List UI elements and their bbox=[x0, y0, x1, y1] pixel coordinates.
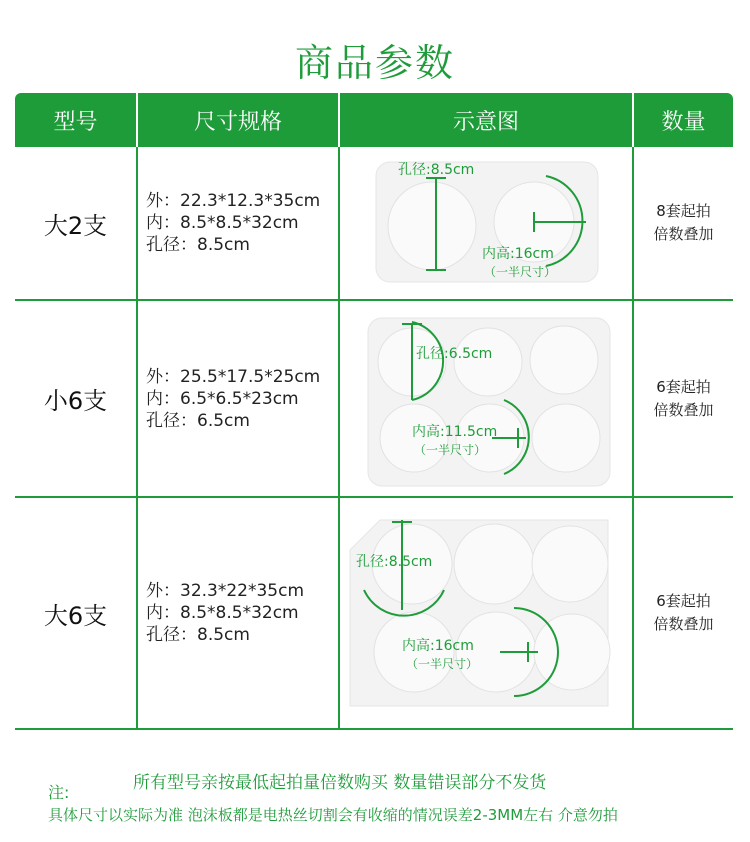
model-cell: 大6支 bbox=[15, 498, 138, 728]
note-line-1: 所有型号亲按最低起拍量倍数购买 数量错误部分不发货 bbox=[133, 773, 547, 793]
hole-size: 孔径：8.5cm bbox=[146, 235, 250, 255]
header-size: 尺寸规格 bbox=[138, 93, 340, 147]
diagram-half-label: （一半尺寸） bbox=[484, 265, 557, 279]
model-cell: 大2支 bbox=[15, 147, 138, 299]
qty-cell bbox=[634, 147, 733, 299]
hole-size: 孔径：6.5cm bbox=[146, 410, 250, 431]
foam-diagram-large6 bbox=[340, 500, 632, 726]
diagram-half-label: （一半尺寸） bbox=[414, 442, 487, 457]
header-qty: 数量 bbox=[661, 109, 706, 135]
diagram-height-label: 内高:16cm bbox=[482, 246, 554, 262]
diagram-hole-label: 孔径:6.5cm bbox=[416, 345, 493, 362]
qty-multiple: 倍数叠加 bbox=[653, 400, 714, 419]
model-cell: 小6支 bbox=[15, 301, 138, 496]
page-title: 商品参数 bbox=[294, 41, 455, 85]
foam-diagram-2 bbox=[340, 148, 632, 298]
qty-min: 8套起拍 bbox=[656, 202, 711, 220]
foam-diagram-small6 bbox=[340, 304, 632, 494]
spec-cell bbox=[138, 498, 340, 728]
outer-size: 外：25.5*17.5*25cm bbox=[146, 366, 321, 387]
qty-multiple: 倍数叠加 bbox=[653, 615, 714, 633]
qty-min: 6套起拍 bbox=[656, 592, 711, 610]
diagram-hole-label: 孔径:8.5cm bbox=[356, 554, 433, 570]
note-label: 注: bbox=[48, 783, 70, 802]
qty-cell bbox=[634, 498, 733, 728]
table-row bbox=[15, 498, 733, 730]
header-model: 型号 bbox=[15, 93, 138, 147]
inner-size: 内：6.5*6.5*23cm bbox=[146, 388, 299, 409]
table-row bbox=[15, 147, 733, 301]
outer-size: 外：32.3*22*35cm bbox=[146, 581, 305, 601]
inner-size: 内：8.5*8.5*32cm bbox=[146, 603, 299, 623]
spec-cell bbox=[138, 147, 340, 299]
diagram-cell bbox=[340, 498, 634, 728]
diagram-hole-label: 孔径:8.5cm bbox=[398, 162, 475, 178]
spec-table bbox=[15, 93, 733, 730]
table-header bbox=[15, 93, 733, 147]
qty-multiple: 倍数叠加 bbox=[653, 225, 714, 243]
spec-cell bbox=[138, 301, 340, 496]
outer-size: 外：22.3*12.3*35cm bbox=[146, 191, 321, 211]
hole-size: 孔径：8.5cm bbox=[146, 625, 250, 645]
qty-min: 6套起拍 bbox=[656, 377, 711, 396]
note-line-2: 具体尺寸以实际为准 泡沫板都是电热丝切割会有收缩的情况误差2-3MM左右 介意勿拍 bbox=[48, 806, 618, 824]
diagram-cell bbox=[340, 147, 634, 299]
diagram-height-label: 内高:16cm bbox=[402, 638, 474, 654]
inner-size: 内：8.5*8.5*32cm bbox=[146, 213, 299, 233]
diagram-cell bbox=[340, 301, 634, 496]
diagram-half-label: （一半尺寸） bbox=[406, 657, 479, 671]
diagram-height-label: 内高:11.5cm bbox=[412, 423, 498, 440]
header-diagram: 示意图 bbox=[340, 93, 634, 147]
table-row bbox=[15, 301, 733, 498]
qty-cell bbox=[634, 301, 733, 496]
